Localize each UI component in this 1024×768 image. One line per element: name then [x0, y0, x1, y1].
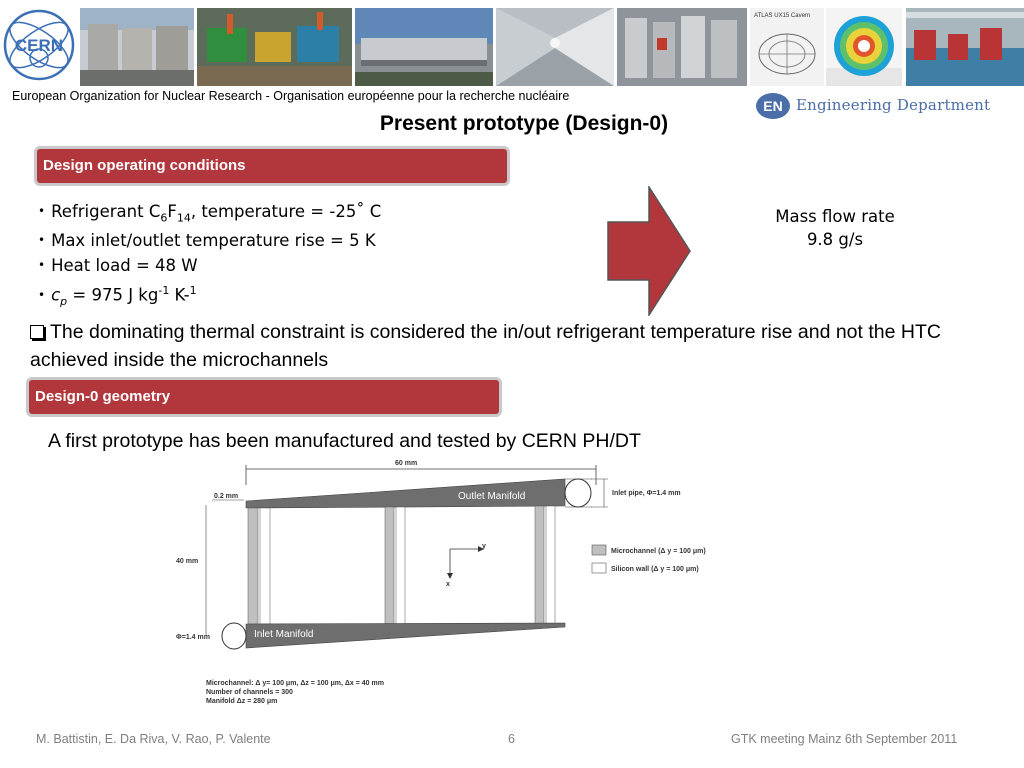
mass-flow-label: Mass flow rate: [775, 207, 895, 226]
photo-tanks: [617, 8, 747, 86]
organization-line: European Organization for Nuclear Research - Organisation européenne pour la recherche nucléaire: [12, 89, 570, 103]
department-name: Engineering Department: [796, 96, 991, 114]
list-item: • $c_p = 975$ J $kg^{-1}$ K-$^1$: [38, 284, 197, 309]
photo-atlas-cavern: [750, 8, 824, 86]
svg-text:Manifold Δz = 280 μm: Manifold Δz = 280 μm: [206, 698, 278, 705]
mass-flow-value: 9.8 g/s: [806, 230, 864, 249]
en-badge: EN: [756, 93, 790, 119]
mass-flow-rate: [740, 205, 930, 251]
list-item: • Heat load = 48 W: [38, 256, 198, 276]
list-item: • Max inlet/outlet temperature rise = 5 K: [38, 231, 376, 251]
section-header-design-conditions: Design operating conditions: [34, 146, 510, 186]
footer-page-number: 6: [508, 732, 515, 746]
svg-text:CERN: CERN: [14, 36, 64, 55]
svg-text:60 mm: 60 mm: [395, 460, 418, 467]
footer-event: GTK meeting Mainz 6th September 2011: [731, 732, 958, 746]
slide-title: Present prototype (Design-0): [379, 112, 669, 135]
list-item: • Refrigerant $C_6F_{14}$, temperature = -25˚ C: [38, 202, 382, 225]
svg-text:Microchannel: Δ y= 100 μm, Δz: Microchannel: Δ y= 100 μm, Δz = 100 μm, Δx = 40 mm: [206, 680, 384, 687]
svg-text:Microchannel (Δ y = 100 μm): Microchannel (Δ y = 100 μm): [611, 548, 706, 555]
prototype-statement: A first prototype has been manufactured and tested by CERN PH/DT: [48, 430, 641, 452]
microchannel-columns: [248, 506, 555, 626]
svg-text:Silicon wall (Δ y = 100 μm): Silicon wall (Δ y = 100 μm): [611, 566, 699, 573]
svg-text:Outlet Manifold: Outlet Manifold: [458, 491, 526, 502]
constraint-statement: The dominating thermal constraint is considered the in/out refrigerant temperature rise and not the HTC achieved inside the microchannels: [30, 321, 941, 371]
checkbox-bullet-icon: [30, 325, 44, 339]
photo-chillers: [355, 8, 493, 86]
conditions-list: [38, 200, 381, 313]
photo-tunnel: [496, 8, 614, 86]
right-arrow-icon: [607, 186, 691, 316]
svg-text:ATLAS UX15 Cavern: ATLAS UX15 Cavern: [754, 13, 811, 19]
svg-text:x: x: [446, 581, 450, 588]
svg-text:Φ=1.4 mm: Φ=1.4 mm: [176, 634, 210, 641]
geometry-diagram: [170, 455, 730, 715]
photo-cooling-towers: [80, 8, 194, 86]
svg-text:40 mm: 40 mm: [176, 558, 199, 565]
svg-text:Inlet Manifold: Inlet Manifold: [254, 629, 314, 640]
svg-text:Number of channels = 300: Number of channels = 300: [206, 689, 293, 696]
svg-text:0.2 mm: 0.2 mm: [214, 493, 239, 500]
footer-authors: M. Battistin, E. Da Riva, V. Rao, P. Valente: [36, 732, 271, 746]
photo-pump-room: [197, 8, 352, 86]
svg-text:Inlet pipe, Φ=1.4 mm: Inlet pipe, Φ=1.4 mm: [612, 490, 681, 497]
cern-logo: [2, 6, 76, 84]
svg-text:y: y: [482, 543, 486, 550]
photo-thermal-simulation: [826, 8, 902, 86]
photo-compressor-hall: [906, 8, 1024, 86]
header-banner: [0, 0, 1024, 88]
section-header-design0-geometry: Design-0 geometry: [26, 377, 502, 417]
